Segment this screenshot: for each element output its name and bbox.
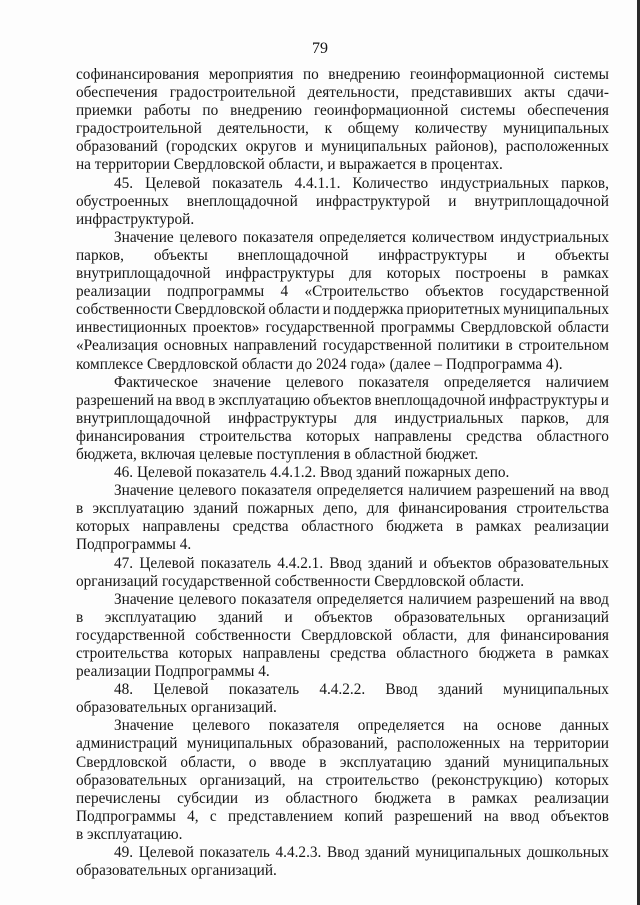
text-line: приемки работы по внедрению геоинформационной системы обеспечения [76, 102, 609, 120]
body-text [76, 66, 609, 880]
text-line: 49. Целевой показатель 4.4.2.3. Ввод зданий муниципальных дошкольных [114, 844, 609, 862]
text-line: бюджета, включая целевые поступления в областной бюджет. [76, 445, 479, 463]
text-line: 48. Целевой показатель 4.4.2.2. Ввод зданий муниципальных [114, 681, 609, 699]
text-line: собственности Свердловской области и поддержка приоритетных муниципальных [76, 301, 609, 319]
text-line: финансирования строительства которых направлены средства областного [76, 427, 609, 445]
text-line: Значение целевого показателя определяется наличием разрешений на ввод [114, 482, 609, 500]
text-line: которых направлены средства областного бюджета в рамках реализации [76, 518, 609, 536]
text-line: Значение целевого показателя определяется на основе данных [114, 717, 609, 735]
text-line: Подпрограммы 4, с представлением копий разрешений на ввод объектов [76, 807, 609, 825]
text-line: реализации Подпрограммы 4. [76, 663, 270, 681]
text-line: в эксплуатацию зданий пожарных депо, для финансирования строительства [76, 500, 609, 518]
text-line: реализации подпрограммы 4 «Строительство объектов государственной [76, 283, 609, 301]
text-line: Значение целевого показателя определяется количеством индустриальных [114, 228, 609, 246]
text-line: администраций муниципальных образований, расположенных на территории [76, 735, 609, 753]
text-line: комплексе Свердловской области до 2024 года» (далее – Подпрограмма 4). [76, 355, 563, 373]
text-line: в эксплуатацию. [76, 825, 183, 843]
text-line: «Реализация основных направлений государственной политики в строительном [76, 337, 609, 355]
text-line: 45. Целевой показатель 4.4.1.1. Количество индустриальных парков, [114, 174, 609, 192]
text-line: строительства которых направлены средства областного бюджета в рамках [76, 645, 609, 662]
text-line: образовательных организаций. [76, 699, 277, 717]
text-line: образований (городских округов и муниципальных районов), расположенных [76, 138, 609, 156]
text-line: обеспечения градостроительной деятельности, представивших акты сдачи- [76, 84, 609, 102]
text-line: государственной собственности Свердловской области, для финансирования [76, 626, 609, 644]
text-line: инфраструктурой. [76, 210, 195, 228]
text-line: Свердловской области, о вводе в эксплуатацию зданий муниципальных [76, 753, 609, 771]
text-line: 46. Целевой показатель 4.4.1.2. Ввод зданий пожарных депо. [114, 464, 510, 482]
text-line: парков, объекты внеплощадочной инфраструктуры и объекты [76, 246, 609, 264]
text-line: в эксплуатацию зданий и объектов образовательных организаций [76, 608, 609, 626]
text-line: Значение целевого показателя определяется наличием разрешений на ввод [114, 590, 609, 608]
text-line: софинансирования мероприятия по внедрению геоинформационной системы [76, 66, 609, 83]
text-line: внутриплощадочной инфраструктуры для которых построены в рамках [76, 265, 609, 283]
text-line: Подпрограммы 4. [76, 536, 192, 554]
text-line: градостроительной деятельности, к общему количеству муниципальных [76, 120, 609, 138]
text-line: организаций государственной собственности Свердловской области. [76, 572, 525, 590]
text-line: на территории Свердловской области, и выражается в процентах. [76, 156, 503, 174]
text-line: перечислены субсидии из областного бюджета в рамках реализации [76, 789, 609, 807]
text-line: образовательных организаций, на строительство (реконструкцию) которых [76, 771, 609, 789]
page-number: 79 [312, 40, 328, 57]
text-line: 47. Целевой показатель 4.4.2.1. Ввод зданий и объектов образовательных [114, 554, 609, 572]
text-line: внутриплощадочной инфраструктуры для индустриальных парков, для [76, 409, 609, 427]
text-line: образовательных организаций. [76, 862, 277, 880]
text-line: обустроенных внеплощадочной инфраструктурой и внутриплощадочной [76, 192, 609, 210]
text-line: разрешений на ввод в эксплуатацию объектов внеплощадочной инфраструктуры и [76, 391, 609, 409]
text-line: Фактическое значение целевого показателя определяется наличием [114, 373, 609, 391]
text-line: инвестиционных проектов» государственной программы Свердловской области [76, 319, 609, 337]
